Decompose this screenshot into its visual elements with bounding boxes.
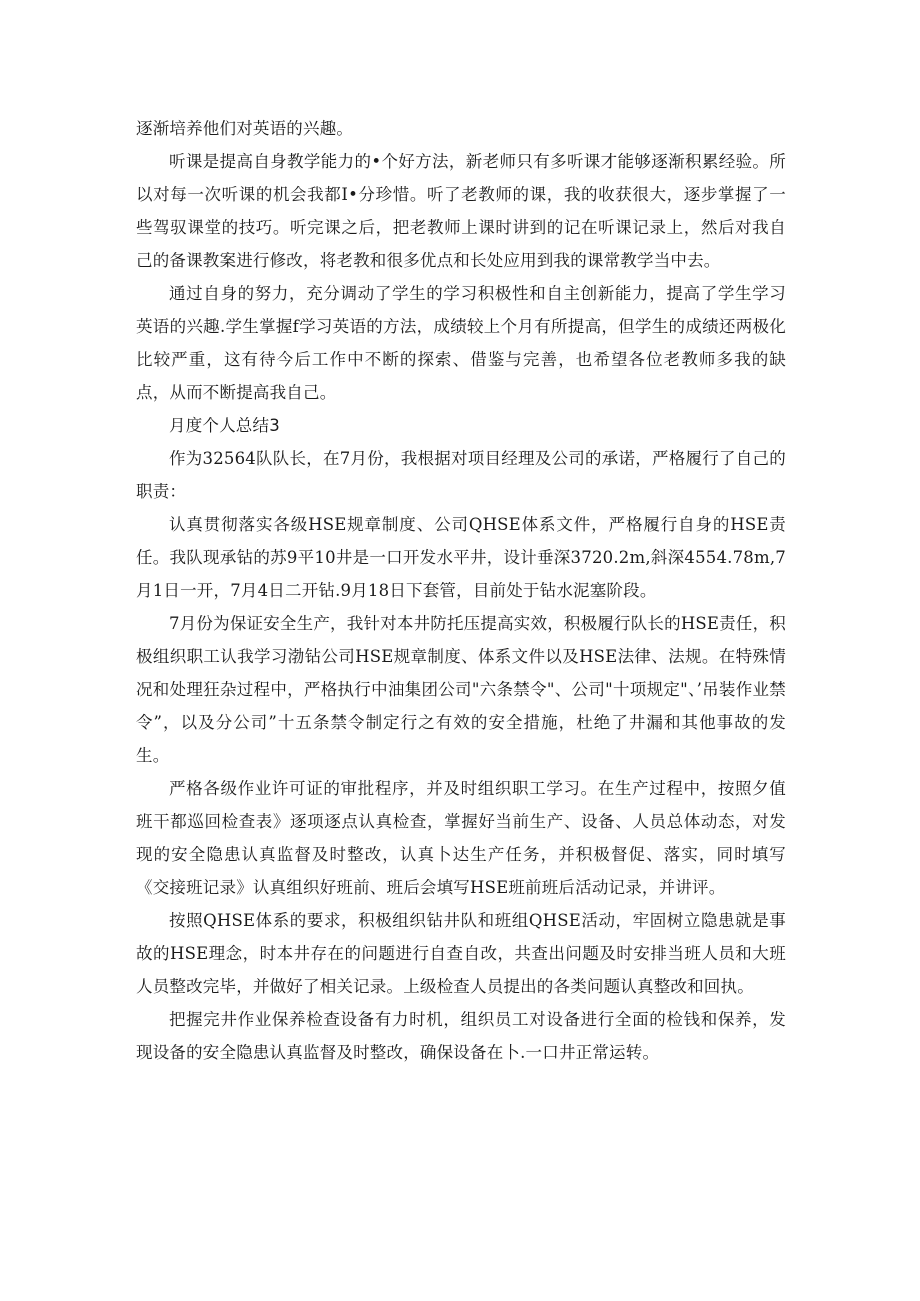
paragraph-work-permits: 严格各级作业许可证的审批程序，并及时组织职工学习。在生产过程中，按照夕值班干都巡回检查表》逐项逐点认真检查，掌握好当前生产、设备、人员总体动态，对发现的安全隐患认真监督及时整改，认真卜达生产任务，并积极督促、落实，同时填写《交接班记录》认真组织好班前、班后会填写HSE班前班后活动记录，并讲评。 — [136, 779, 786, 897]
paragraph-safety-production: 7月份为保证安全生产，我针对本井防托压提高实效，积极履行队长的HSE责任，积极组织职工认我学习渤钻公司HSE规章制度、体系文件以及HSE法律、法规。在特殊情况和处理狂杂过程中，严格执行中油集团公司"六条禁令"、公司"十项规定"、’吊装作业禁令”，以及分公司”十五条禁令制定行之有效的安全措施，杜绝了井漏和其他事故的发生。 — [136, 614, 786, 765]
paragraph-listening-lessons: 听课是提高自身教学能力的•个好方法，新老师只有多听课才能够逐渐积累经验。所以对每一次听课的机会我都I•分珍惜。听了老教师的课，我的收获很大，逐步掌握了一些驾驭课堂的技巧。听完课之后，把老教师上课时讲到的记在听课记录上，然后对我自己的备课教案进行修改，将老教和很多优点和长处应用到我的课常教学当中去。 — [136, 152, 786, 270]
paragraph-student-progress: 通过自身的努力，充分调动了学生的学习积极性和自主创新能力，提高了学生学习英语的兴趣.学生掌握f学习英语的方法，成绩较上个月有所提高，但学生的成绩还两极化比较严重，这有待今后工作中不断的探索、借鉴与完善，也希望各位老教师多我的缺点，从而不断提高我自己。 — [136, 284, 786, 402]
paragraph-duties-intro: 作为32564队队长，在7月份，我根据对项目经理及公司的承诺，严格履行了自己的职责： — [136, 449, 786, 501]
paragraph-continuation: 逐渐培养他们对英语的兴趣。 — [136, 119, 354, 138]
paragraph-qhse-activities: 按照QHSE体系的要求，积极组织钻井队和班组QHSE活动，牢固树立隐患就是事故的HSE理念，时本井存在的问题进行自查自改，共查出问题及时安排当班人员和大班人员整改完毕，并做好了相关记录。上级检查人员提出的各类问题认真整改和回执。 — [136, 911, 786, 996]
paragraph-equipment-maintenance: 把握完井作业保养检查设备有力时机，组织员工对设备进行全面的检钱和保养，发现设备的安全隐患认真监督及时整改，确保设备在卜.一口井正常运转。 — [136, 1010, 786, 1062]
paragraph-hse-implementation: 认真贯彻落实各级HSE规章制度、公司QHSE体系文件，严格履行自身的HSE责任。我队现承钻的苏9平10井是一口开发水平井，设计垂深3720.2m,斜深4554.78m,7月1日一开，7月4日二开钻.9月18日下套管，目前处于钻水泥塞阶段。 — [136, 515, 786, 600]
section-heading: 月度个人总结3 — [169, 416, 280, 435]
document-body — [136, 112, 786, 1069]
